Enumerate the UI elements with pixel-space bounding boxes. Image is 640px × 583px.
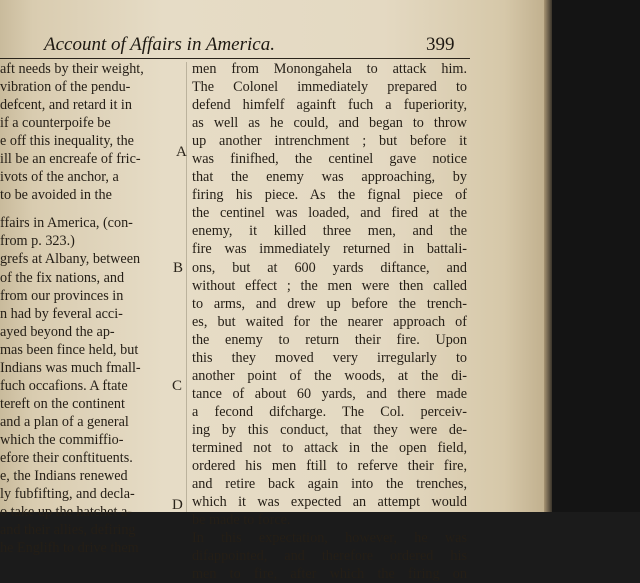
text-line: the centinel was loaded, and fired at the (192, 205, 467, 222)
text-line: ing by this conduct, that they were de- (192, 421, 467, 438)
text-line: defend himfelf againft fuch a fuperiority, (192, 97, 467, 114)
left-column (0, 60, 172, 557)
right-column-article (192, 60, 467, 583)
section-gap (0, 204, 172, 214)
text-line: aft needs by their weight, (0, 61, 144, 77)
text-line: up another intrenchment ; but before it (192, 133, 467, 150)
margin-letter-a: A (176, 144, 187, 160)
text-line: if a counterpoife be (0, 115, 111, 132)
text-line: mas been fince held, but (0, 341, 139, 358)
text-line: e off this inequality, the (0, 133, 134, 150)
text-line: es, but waited for the nearer approach of (192, 313, 467, 330)
page-title: Account of Affairs in America. (44, 34, 275, 55)
page-header (44, 34, 464, 60)
text-line: be made to force. (192, 512, 291, 529)
text-line: was finifhed, the centinel gave notice (192, 151, 467, 168)
text-line: of the fix nations, and (0, 269, 125, 286)
text-line: n had by feveral acci- (0, 305, 123, 322)
text-line: enemy, it killed three men, and the (192, 223, 467, 240)
text-line: ordered his men ftill to referve their fire, (192, 458, 467, 475)
text-line: he Englifh to drive them (0, 540, 139, 557)
text-line: from our provinces in (0, 287, 124, 304)
right-column (192, 60, 467, 583)
text-line: from p. 323.) (0, 233, 75, 250)
margin-letter-b: B (173, 260, 184, 276)
text-line: without effect ; the men were then called (192, 277, 467, 294)
page-edge (544, 0, 552, 512)
text-line: difappointed, and therefore ordered his (192, 548, 467, 565)
text-line: to be avoided in the (0, 187, 112, 204)
text-line: and a plan of a general (0, 413, 129, 430)
page-number: 399 (426, 34, 455, 55)
text-line: fire was immediately returned in battali- (192, 241, 467, 258)
text-line: ly fubfifting, and decla- (0, 486, 135, 503)
background (552, 0, 640, 512)
text-line: ayed beyond the ap- (0, 323, 115, 340)
text-line: firing his piece. As the fignal piece of (192, 187, 467, 204)
margin-letter-c: C (172, 378, 183, 394)
text-line: fuch occafions. A ftate (0, 377, 128, 394)
text-line: which the commiffio- (0, 431, 124, 448)
text-line: ill be an encreafe of fric- (0, 151, 141, 168)
text-line: o take up the hatchet a- (0, 504, 132, 521)
text-line: defcent, and retard it in (0, 97, 132, 114)
margin-letter-d: D (172, 497, 183, 513)
text-line: termined not to attack in the open field, (192, 439, 467, 456)
text-line: to arms, and drew up before the trench- (192, 295, 467, 312)
left-column-top-paragraph (0, 60, 172, 204)
text-line: which it was expected an attempt would (192, 494, 467, 511)
text-line: The Colonel immediately prepared to (192, 79, 467, 96)
text-line: ffairs in America, (con- (0, 215, 133, 232)
text-line: this they moved very irregularly to (192, 349, 467, 366)
column-divider (186, 62, 187, 512)
text-line: ivots of the anchor, a (0, 169, 119, 186)
text-line: the enemy to return their fire. Upon (192, 331, 467, 348)
text-line: ons, but at 600 yards diftance, and (192, 259, 467, 276)
text-line: and retire back again into the trenches, (192, 476, 467, 493)
text-line: men from Monongahela to attack him. (192, 61, 467, 77)
text-line: e, the Indians renewed (0, 468, 128, 485)
header-rule (0, 58, 470, 59)
text-line: men to fire, after which the firing on (192, 566, 467, 583)
text-line: vibration of the pendu- (0, 79, 131, 96)
left-column-article (0, 214, 172, 557)
text-line: efore their conftituents. (0, 449, 133, 466)
text-line: In this expectation, however, he was (192, 530, 467, 547)
text-line: grefs at Albany, between (0, 251, 141, 268)
text-line: a fecond difcharge. The Col. perceiv- (192, 403, 467, 420)
text-line: tance of about 60 yards, and there made (192, 385, 467, 402)
text-line: that the enemy was approaching, by (192, 169, 467, 186)
text-line: another point of the woods, at the di- (192, 367, 467, 384)
text-line: as well as he could, and began to throw (192, 115, 467, 132)
text-line: Indians was much fmall- (0, 359, 141, 376)
text-line: and their allies, defiring (0, 522, 136, 539)
text-line: tereft on the continent (0, 395, 125, 412)
